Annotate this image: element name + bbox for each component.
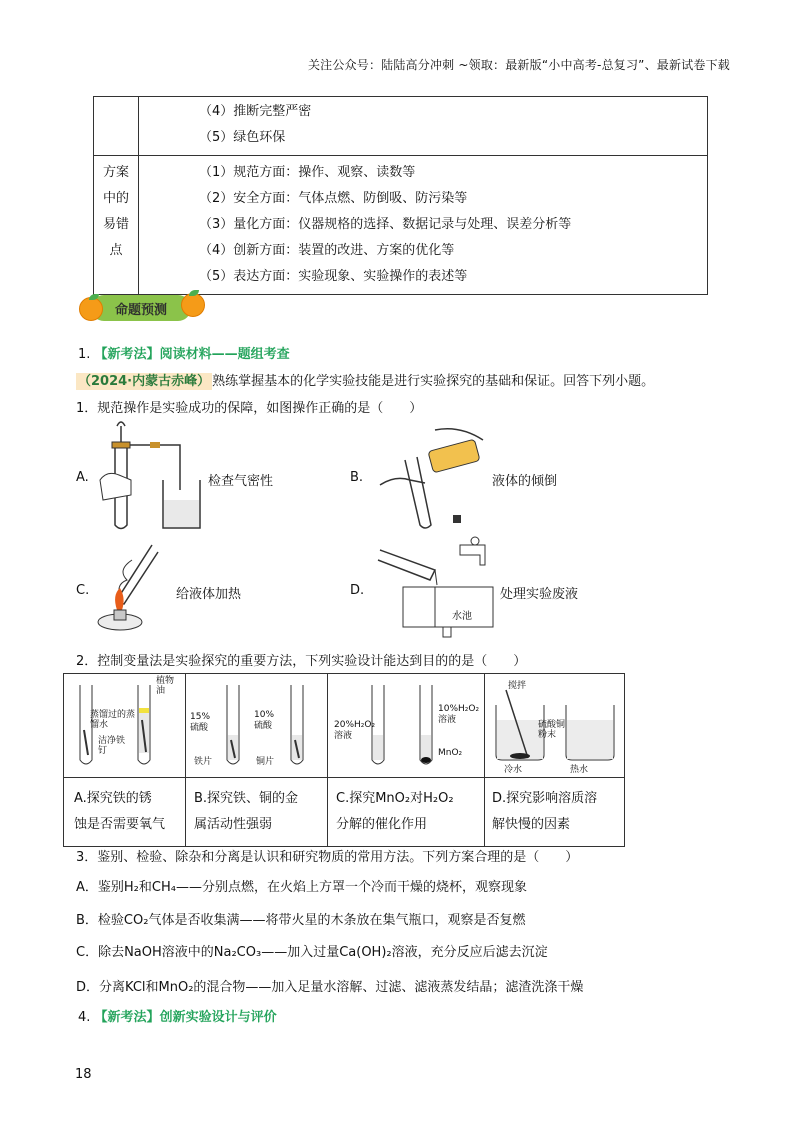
- sub-3-option-d: D．分离KCl和MnO₂的混合物——加入足量水溶解、过滤、滤液蒸发结晶；滤渣洗涤干燥: [76, 980, 584, 995]
- sink-label: 水池: [452, 611, 472, 622]
- column-divider: [327, 674, 328, 846]
- intro-text: 熟练掌握基本的化学实验技能是进行实验探究的基础和保证。回答下列小题。: [212, 374, 655, 389]
- sub-question-3-stem: 3．鉴别、检验、除杂和分离是认识和研究物质的常用方法。下列方案合理的是（ ）: [76, 850, 579, 865]
- waste-disposal-diagram: [375, 535, 495, 640]
- heating-liquid-diagram: [92, 540, 172, 635]
- option-a-letter: A.: [76, 470, 89, 485]
- question-1-title: [78, 343, 290, 362]
- option-d-letter: D.: [350, 583, 365, 598]
- metal1-label: 铁片: [194, 757, 213, 767]
- acid1-label: 15%硫酸: [190, 712, 211, 733]
- option-c-label: 给液体加热: [176, 587, 242, 602]
- table-item: （4）推断完整严密: [199, 104, 312, 119]
- catalyst-label: MnO₂: [438, 748, 463, 758]
- metal2-label: 铜片: [256, 757, 275, 767]
- question-topic: 阅读材料——题组考查: [159, 347, 290, 362]
- page-number: 18: [75, 1067, 92, 1082]
- hot-water-label: 热水: [570, 765, 589, 775]
- airtight-check-diagram: [95, 420, 225, 535]
- question-number: 4.: [78, 1010, 91, 1025]
- question-topic: 创新实验设计与评价: [159, 1010, 277, 1025]
- option-a-label: 检查气密性: [208, 474, 274, 489]
- caption-line: B.探究铁、铜的金: [194, 791, 299, 806]
- row-label-line: 中的: [102, 191, 129, 206]
- sub-3-option-b: B．检验CO₂气体是否收集满——将带火星的木条放在集气瓶口，观察是否复燃: [76, 913, 526, 928]
- question-1-intro: [76, 370, 654, 389]
- water-label: 蒸馏过的蒸馏水: [90, 710, 136, 730]
- c-right-label: 10%H₂O₂溶液: [438, 704, 480, 725]
- caption-b: [194, 786, 298, 838]
- new-method-tag: 【新考法】: [94, 1010, 160, 1025]
- sub-question-1-stem: 1．规范操作是实验成功的保障，如图操作正确的是（ ）: [76, 401, 423, 416]
- table-row-label: [94, 156, 139, 295]
- table-blank-cell: [94, 97, 139, 156]
- cold-water-label: 冷水: [504, 765, 523, 775]
- sub-3-option-a: A．鉴别H₂和CH₄——分别点燃，在火焰上方罩一个冷而干燥的烧杯，观察现象: [76, 880, 527, 895]
- oil-label: 植物油: [156, 676, 175, 696]
- caption-line: 解快慢的因素: [492, 817, 571, 832]
- liquid-pouring-diagram: [375, 425, 490, 530]
- caption-c: [336, 786, 454, 838]
- c-left-label: 20%H₂O₂溶液: [334, 720, 376, 741]
- row-divider: [64, 777, 624, 778]
- page-header: 关注公众号：陆陆高分冲刺 ~领取：最新版“小中高考-总复习”、最新试卷下载: [307, 58, 730, 72]
- nail-label: 洁净铁钉: [98, 736, 126, 756]
- stir-label: 搅拌: [508, 681, 527, 691]
- sub-3-option-c: C．除去NaOH溶液中的Na₂CO₃——加入过量Ca(OH)₂溶液，充分反应后滤去沉淀: [76, 945, 548, 960]
- caption-line: A.探究铁的锈: [74, 791, 152, 806]
- table-item: （3）量化方面：仪器规格的选择、数据记录与处理、误差分析等: [199, 217, 572, 232]
- experiment-design-table: [63, 673, 625, 847]
- caption-line: 属活动性强弱: [194, 817, 273, 832]
- caption-line: D.探究影响溶质溶: [492, 791, 598, 806]
- table-item: （1）规范方面：操作、观察、读数等: [199, 165, 416, 180]
- option-b-letter: B.: [350, 470, 364, 485]
- table-item: （4）创新方面：装置的改进、方案的优化等: [199, 243, 455, 258]
- column-divider: [185, 674, 186, 846]
- column-divider: [484, 674, 485, 846]
- option-c-letter: C.: [76, 583, 90, 598]
- new-method-tag: 【新考法】: [94, 347, 160, 362]
- option-b-label: 液体的倾倒: [492, 474, 558, 489]
- caption-d: [492, 786, 597, 838]
- table-item: （2）安全方面：气体点燃、防倒吸、防污染等: [199, 191, 468, 206]
- caption-line: 分解的催化作用: [336, 817, 428, 832]
- table-item: （5）表达方面：实验现象、实验操作的表述等: [199, 269, 468, 284]
- row-label-line: 点: [109, 243, 123, 258]
- section-banner: [79, 289, 205, 325]
- sub-question-2-stem: 2．控制变量法是实验探究的重要方法，下列实验设计能达到目的的是（ ）: [76, 654, 527, 669]
- row-label-line: 方案: [102, 165, 129, 180]
- question-number: 1.: [78, 347, 91, 362]
- solid-label: 硫酸铜粉末: [538, 720, 566, 740]
- caption-a: [74, 786, 165, 838]
- banner-title: 命题预测: [114, 303, 167, 318]
- acid2-label: 10%硫酸: [254, 710, 275, 731]
- caption-line: 蚀是否需要氧气: [74, 817, 166, 832]
- table-top-items: [139, 97, 708, 156]
- option-d-label: 处理实验废液: [500, 587, 579, 602]
- question-4-title: [78, 1006, 277, 1025]
- table-row-items: [139, 156, 708, 295]
- error-points-table: [93, 96, 708, 295]
- table-item: （5）绿色环保: [199, 130, 286, 145]
- caption-line: C.探究MnO₂对H₂O₂: [336, 791, 454, 806]
- source-tag: （2024·内蒙古赤峰）: [78, 374, 211, 389]
- row-label-line: 易错: [102, 217, 129, 232]
